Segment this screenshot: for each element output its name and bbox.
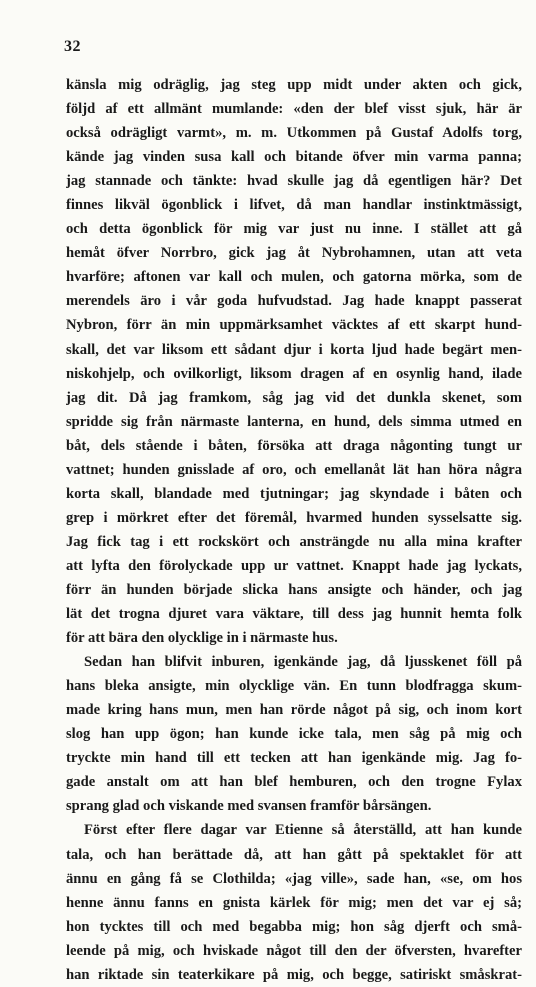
text-line: hans bleka ansigte, min olycklige vän. En tunn blodfragga skum- <box>66 678 522 695</box>
text-line: att lyfta den förolyckade upp ur vattnet. Knappt hade jag lyckats, <box>66 557 522 574</box>
text-line: tryckte min hand till ett tecken att han igenkände mig. Jag fo- <box>66 750 522 767</box>
text-line: leende på mig, och hviskade något till den der öfversten, hvarefter <box>66 942 522 959</box>
text-line: hvarföre; aftonen var kall och mulen, och gatorna mörka, som de <box>66 269 522 286</box>
text-line: jag dit. Då jag framkom, såg jag vid det dunkla skenet, som <box>66 389 522 406</box>
text-line: också odrägligt varmt», m. m. Utkommen på Gustaf Adolfs torg, <box>66 125 522 142</box>
text-line: slog han upp ögon; han kunde icke tala, men såg på mig och <box>66 726 522 743</box>
body-text <box>66 73 522 987</box>
text-line: han riktade sin teaterkikare på mig, och begge, satiriskt småskrat- <box>66 966 522 983</box>
text-line: korta skall, blandade med tjutningar; jag skyndade i båten och <box>66 485 522 502</box>
text-line: ännu en gång få se Clothilda; «jag ville», sade han, «se, om hos <box>66 870 522 887</box>
text-line: Först efter flere dagar var Etienne så återställd, att han kunde <box>84 822 522 839</box>
text-line: lät det trogna djuret vara väktare, till dess jag hunnit hemta folk <box>66 606 522 623</box>
text-line: Sedan han blifvit inburen, igenkände jag, då ljusskenet föll på <box>84 654 522 671</box>
text-line: vattnet; hunden gnisslade af oro, och emellanåt lät han höra några <box>66 461 522 478</box>
text-line: spridde sig från närmaste lanterna, en hund, dels simma utmed en <box>66 413 522 430</box>
text-line: båt, dels stående i båten, försöka att draga någonting tungt ur <box>66 437 522 454</box>
text-line: jag stannade och tänkte: hvad skulle jag då egentligen här? Det <box>66 173 522 190</box>
text-line: hon tycktes till och med begabba mig; hon såg djerft och små- <box>66 918 522 935</box>
text-line: sprang glad och viskande med svansen framför bårsängen. <box>66 798 432 815</box>
text-line: Jag fick tag i ett rockskört och ansträngde nu alla mina krafter <box>66 533 522 550</box>
text-line: made kring hans mun, men han rörde något på sig, och inom kort <box>66 702 522 719</box>
text-line: Nybron, förr än min uppmärksamhet väcktes af ett skarpt hund- <box>66 317 522 334</box>
text-line: tala, och han berättade då, att han gått på spektaklet för att <box>66 846 522 863</box>
text-line: niskohjelp, och ovilkorligt, liksom dragen af en osynlig hand, ilade <box>66 365 522 382</box>
text-line: känsla mig odräglig, jag steg upp midt under akten och gick, <box>66 77 522 93</box>
text-line: förr än hunden började slicka hans ansigte och händer, och jag <box>66 581 522 598</box>
page-number: 32 <box>64 38 81 55</box>
text-line: för att bära den olycklige in i närmaste hus. <box>66 630 338 647</box>
text-line: följd af ett allmänt mumlande: «den der blef visst sjuk, här är <box>66 101 522 118</box>
text-line: skall, det var liksom ett sådant djur i korta ljud hade begärt men- <box>66 341 522 358</box>
text-line: finnes likväl ögonblick i lifvet, då man handlar instinktmässigt, <box>66 197 522 214</box>
text-line: gade anstalt om att han blef hemburen, och den trogne Fylax <box>66 774 522 791</box>
text-line: hemåt öfver Norrbro, gick jag åt Nybrohamnen, utan att veta <box>66 245 522 262</box>
text-line: grep i mörkret efter det föremål, hvarmed hunden sysselsatte sig. <box>66 509 522 526</box>
text-line: henne ännu fanns en gnista kärlek för mig; men det var ej så; <box>66 894 522 911</box>
text-line: merendels äro i vår goda hufvudstad. Jag hade knappt passerat <box>66 293 522 310</box>
text-line: kände jag vinden susa kall och bitande öfver min varma panna; <box>66 149 522 166</box>
text-line: och detta ögonblick för mig var just nu inne. I stället att gå <box>66 221 522 238</box>
